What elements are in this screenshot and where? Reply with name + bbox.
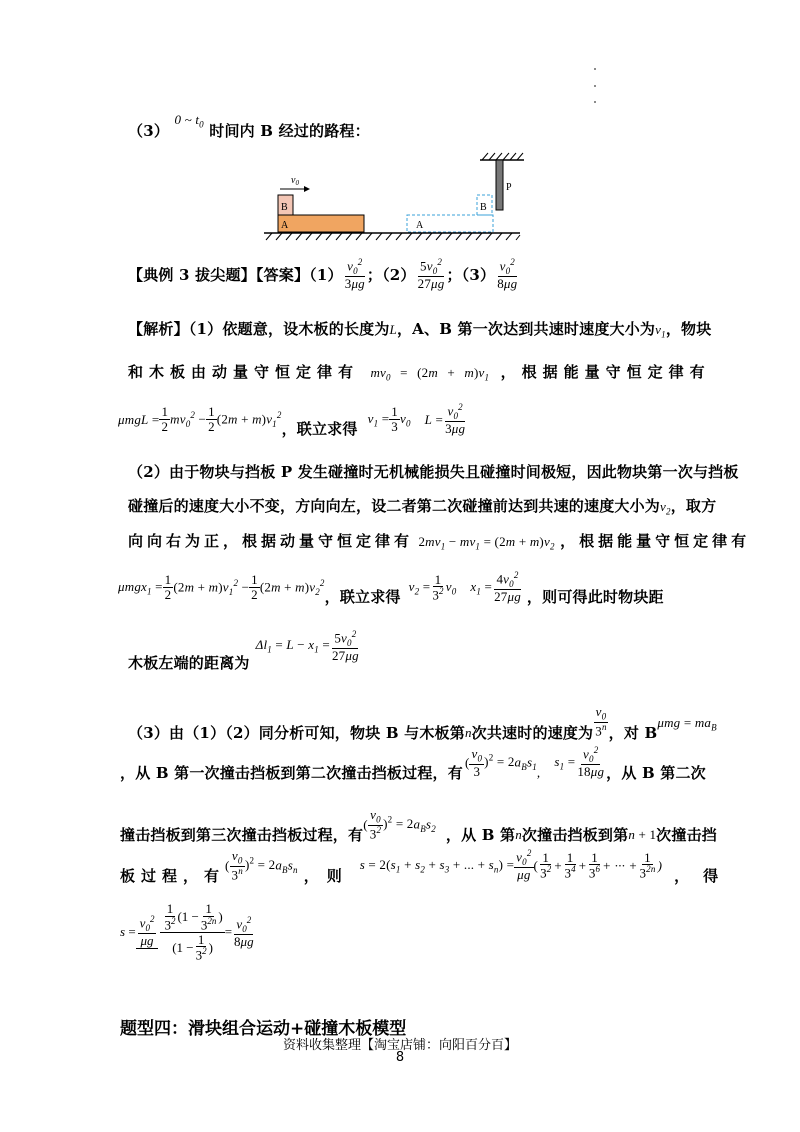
answer-prefix: 【典例 3 拔尖题】【答案】（1） xyxy=(128,266,343,284)
analysis-line-3: μmgL = $\frac{1}{2}$ $mv_0^2$ − $\frac{1}{2}$ $(2m + m)v_1^2$ ，联立求得 $v_1$ = $\frac{1}{3}$ $v_0$ L = $\frac{v_0^2}{3\mu g}$ xyxy=(118,402,466,438)
p2-line-3: 向向右为正，根据动量守恒定律有 $2mv_1 - mv_1 = (2m + m)v_2$ ，根据能量守恒定律有 xyxy=(128,532,751,552)
label-a: A xyxy=(281,220,289,231)
answer-sep2: ；（2） xyxy=(366,266,416,284)
answer-line xyxy=(128,258,519,291)
momentum-eq-2: $2mv_1 - mv_1 = (2m + m)v_2$ xyxy=(418,534,555,552)
label-a2: A xyxy=(416,220,424,231)
margin-dot xyxy=(594,68,596,70)
p2-line-2: 碰撞后的速度大小不变，方向向左，设二者第二次碰撞前达到共速的速度大小为$v_2$，取方 xyxy=(128,497,717,517)
energy-eq-1: μmgL = xyxy=(118,411,160,427)
p3-line-2: ，从 B 第一次撞击挡板到第二次撞击挡板过程，有 ( $\frac{v_0}{3}$ )$^2 = 2a_Bs_1$ , $s_1$ = $\frac{v_0^2}{18\mu g}$ ，从 B 第二次 xyxy=(120,745,706,782)
board-a xyxy=(278,215,364,232)
label-b: B xyxy=(281,202,288,213)
page-number: 8 xyxy=(395,1050,405,1065)
p3-line-4: 板过程，有 ( $\frac{v_0}{3^n}$ )$^2 = 2a_Bs_n$ ，则 $s = 2(s_1 + s_2 + s_3$ + ... + $s_n$) = $\frac{v_0^2}{\mu g}$ ( $\frac{1}{3^2}$ + $\frac{1}{3^4}$ + $\frac{1}{3^6}$ + ··· + $\frac{1}{3^{2n}}$ ) ，得 xyxy=(120,848,733,885)
q3-prefix: （3） xyxy=(128,122,170,140)
footer-credit: 资料收集整理【淘宝店铺：向阳百分百】 xyxy=(282,1038,517,1053)
plate-p xyxy=(496,160,503,210)
analysis-line-2: 和木板由动量守恒定律有 $mv_0 = (2m + m)v_1$ ，根据能量守恒定律有 xyxy=(128,363,711,383)
p3-line-3: 撞击挡板到第三次撞击挡板过程，有 ( $\frac{v_0}{3^2}$ )$^2 = 2a_Bs_2$ ，从 B 第 n 次撞击挡板到第 n + 1 次撞击挡 xyxy=(120,807,717,844)
p2-line-4: μmgx$_1$ = $\frac{1}{2}$ $(2m + m)v_1^2$ − $\frac{1}{2}$ $(2m + m)v_2^2$ ，联立求得 $v_2$ = $\frac{1}{3^2}$ $v_0$ $x_1$ = $\frac{4v_0^2}{27\mu g}$ ，则可得此时物块距 xyxy=(118,570,664,606)
momentum-eq-1: $mv_0 = (2m + m)v_1$ xyxy=(370,365,490,383)
p2-line-1: （2）由于物块与挡板 P 发生碰撞时无机械能损失且碰撞时间极短，因此物块第一次与挡板 xyxy=(128,463,739,481)
answer-sep3: ；（3） xyxy=(446,266,496,284)
q3-text: 时间内 B 经过的路程： xyxy=(209,122,370,140)
final-formula: s = $\frac{v_0^2}{\mu g}$ $\frac{1}{3^2}$ (1 − $\frac{1}{3^{2n}}$ ) (1 − $\frac{1}{3^2}$ ) = $\frac{v_0^2}{8\mu g}$ xyxy=(120,901,254,963)
q3-line xyxy=(128,112,370,142)
q3-range: 0 ~ $t_0$ xyxy=(174,112,204,130)
margin-dot xyxy=(594,101,596,103)
answer-1: $\frac{v_0^2}{3\mu g}$ xyxy=(344,257,365,292)
section-title: 题型四：滑块组合运动+碰撞木板模型 xyxy=(120,1019,407,1039)
energy-eq-2: μmgx$_1$ = xyxy=(118,578,163,597)
label-b2: B xyxy=(480,202,487,213)
analysis-line-1: 【解析】（1）依题意，设木板的长度为L，A、B 第一次达到共速时速度大小为$v_1$，物块 xyxy=(128,320,712,340)
p3-line-1: （3）由（1）（2）同分析可知，物块 B 与木板第 n 次共速时的速度为 $\frac{v_0}{3^n}$ ，对 B $\mu mg = ma_B$ xyxy=(128,704,717,742)
velocity-label: $v_0$ xyxy=(291,175,299,187)
p2-line-5: 木板左端的距离为 $\Delta l_1 = L - x_1$ = $\frac{5v_0^2}{27\mu g}$ xyxy=(128,629,359,672)
label-p: P xyxy=(506,182,512,193)
margin-dot xyxy=(594,85,596,87)
diagram-figure xyxy=(262,150,524,245)
answer-3: $\frac{v_0^2}{8\mu g}$ xyxy=(497,257,518,292)
answer-2: $\frac{5v_0^2}{27\mu g}$ xyxy=(417,257,445,292)
